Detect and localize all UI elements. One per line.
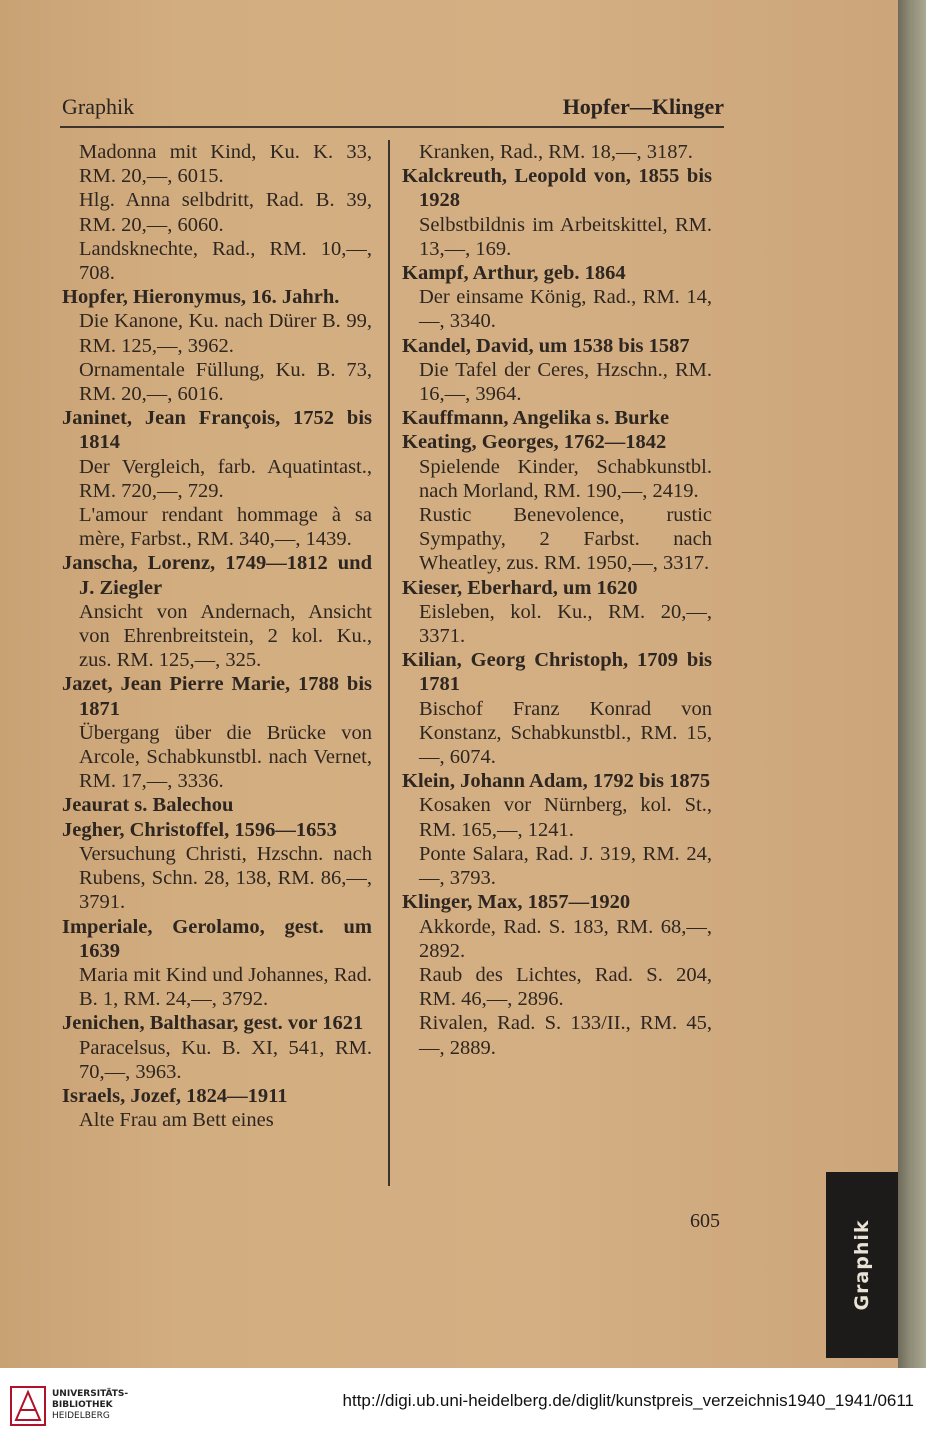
library-name-line2: BIBLIOTHEK [52,1400,113,1410]
artist-heading: Janinet, Jean François, 1752 bis 1814 [62,407,372,454]
print-entry: Maria mit Kind und Johannes, Rad. B. 1, RM. 24,—, 3792. [79,963,372,1011]
left-column [62,140,372,1132]
source-url-link[interactable]: http://digi.ub.uni-heidelberg.de/diglit/kunstpreis_verzeichnis1940_1941/0611 [342,1391,914,1410]
artist-heading: Kilian, Georg Christoph, 1709 bis 1781 [402,649,712,696]
print-entry: Spielende Kinder, Schabkunstbl. nach Morland, RM. 190,—, 2419. [419,455,712,502]
artist-heading: Jazet, Jean Pierre Marie, 1788 bis 1871 [62,673,372,720]
artist-heading: Jeaurat s. Balechou [62,794,234,817]
artist-heading: Keating, Georges, 1762—1842 [402,431,667,454]
print-entry: Bischof Franz Konrad von Konstanz, Schabkunstbl., RM. 15,—, 6074. [419,697,712,769]
print-entry: Übergang über die Brücke von Arcole, Schabkunstbl. nach Vernet, RM. 17,—, 3336. [79,721,372,793]
artist-heading: Klein, Johann Adam, 1792 bis 1875 [402,770,711,793]
print-entry: Der einsame König, Rad., RM. 14,—, 3340. [419,286,712,333]
right-column [402,140,712,1060]
print-entry: Ornamentale Füllung, Ku. B. 73, RM. 20,—, 6016. [79,358,372,406]
print-entry: Die Kanone, Ku. nach Dürer B. 99, RM. 125,—, 3962. [79,310,372,357]
print-entry: Paracelsus, Ku. B. XI, 541, RM. 70,—, 3963. [79,1036,372,1083]
artist-heading: Jenichen, Balthasar, gest. vor 1621 [62,1012,364,1035]
page-number: 605 [690,1210,720,1232]
artist-heading: Klinger, Max, 1857—1920 [402,891,631,914]
print-entry: Akkorde, Rad. S. 183, RM. 68,—, 2892. [419,915,712,962]
print-entry: Kosaken vor Nürnberg, kol. St., RM. 165,—, 1241. [419,794,712,841]
artist-heading: Imperiale, Gerolamo, gest. um 1639 [62,915,372,962]
artist-heading: Jegher, Christoffel, 1596—1653 [62,818,337,841]
print-entry: Versuchung Christi, Hzschn. nach Rubens, Schn. 28, 138, RM. 86,—, 3791. [79,842,372,914]
artist-heading: Janscha, Lorenz, 1749—1812 und J. Ziegler [62,552,372,599]
print-entry: Der Vergleich, farb. Aquatintast., RM. 720,—, 729. [79,455,372,502]
library-name-line3: HEIDELBERG [52,1411,110,1421]
print-entry: Hlg. Anna selbdritt, Rad. B. 39, RM. 20,—, 6060. [79,189,372,236]
print-entry: Landsknechte, Rad., RM. 10,—, 708. [79,237,372,285]
column-divider [388,140,390,1186]
section-title: Graphik [62,94,135,119]
artist-heading: Kalckreuth, Leopold von, 1855 bis 1928 [402,165,712,212]
print-entry: Eisleben, kol. Ku., RM. 20,—, 3371. [419,600,712,648]
footer-bar [0,1368,926,1445]
running-head [62,92,724,124]
print-entry: Alte Frau am Bett eines [79,1109,274,1132]
print-entry: L'amour rendant hommage à sa mère, Farbst., RM. 340,—, 1439. [79,504,372,551]
print-entry: Rustic Benevolence, rustic Sympathy, 2 Farbst. nach Wheatley, zus. RM. 1950,—, 3317. [419,504,712,575]
print-entry: Ansicht von Andernach, Ansicht von Ehrenbreitstein, 2 kol. Ku., zus. RM. 125,—, 325. [79,600,372,672]
print-entry: Selbstbildnis im Arbeitskittel, RM. 13,—, 169. [419,213,712,260]
thumb-tab-label: Graphik [851,1219,873,1311]
library-logo-icon [10,1386,46,1426]
library-name [52,1389,128,1422]
artist-heading: Kauffmann, Angelika s. Burke [402,407,670,430]
book-edge [898,0,926,1368]
library-name-line1: UNIVERSITÄTS- [52,1389,129,1399]
header-rule [60,126,724,128]
artist-heading: Kieser, Eberhard, um 1620 [402,576,638,599]
print-entry: Kranken, Rad., RM. 18,—, 3187. [419,141,693,163]
print-entry: Madonna mit Kind, Ku. K. 33, RM. 20,—, 6015. [79,141,372,188]
thumb-index-tab [826,1172,898,1358]
artist-heading: Israels, Jozef, 1824—1911 [62,1084,288,1107]
print-entry: Ponte Salara, Rad. J. 319, RM. 24,—, 3793. [419,842,712,890]
artist-heading: Hopfer, Hieronymus, 16. Jahrh. [62,286,340,309]
artist-heading: Kandel, David, um 1538 bis 1587 [402,334,690,357]
print-entry: Rivalen, Rad. S. 133/II., RM. 45,—, 2889. [419,1012,712,1059]
entry-range: Hopfer—Klinger [562,94,724,119]
artist-heading: Kampf, Arthur, geb. 1864 [402,262,626,285]
print-entry: Raub des Lichtes, Rad. S. 204, RM. 46,—, 2896. [419,963,712,1011]
print-entry: Die Tafel der Ceres, Hzschn., RM. 16,—, 3964. [419,358,712,406]
